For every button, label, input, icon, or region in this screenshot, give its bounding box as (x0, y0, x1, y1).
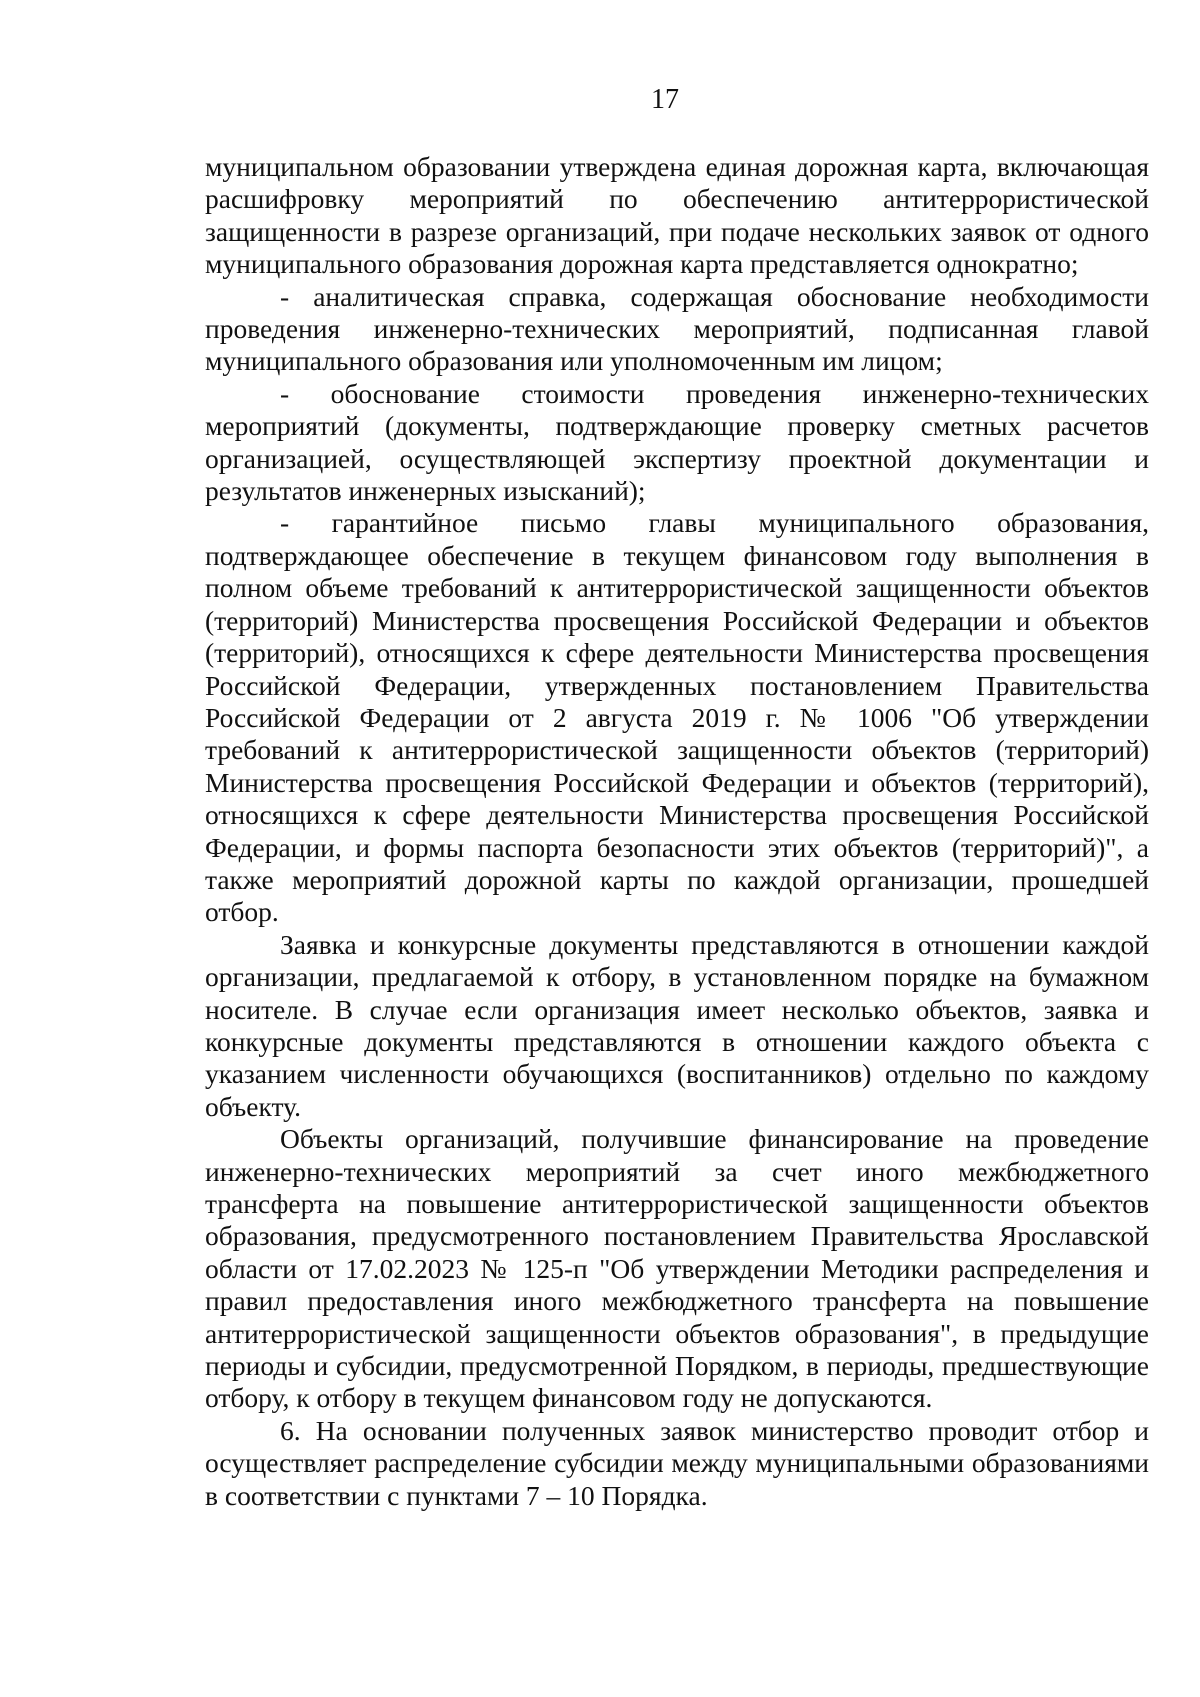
document-body (205, 151, 1149, 1512)
paragraph-guarantee-letter: - гарантийное письмо главы муниципального образования, подтверждающее обеспечение в текущем финансовом году выполнения в полном объеме требований к антитеррористической защищенности объектов (территорий) Министерства просвещения Российской Федерации и объектов (территорий), относящихся к сфере деятельности Министерства просвещения Российской Федерации, утвержденных постановлением Правительства Российской Федерации от 2 августа 2019 г. № 1006 "Об утверждении требований к антитеррористической защищенности объектов (территорий) Министерства просвещения Российской Федерации и объектов (территорий), относящихся к сфере деятельности Министерства просвещения Российской Федерации, и формы паспорта безопасности этих объектов (территорий)", а также мероприятий дорожной карты по каждой организации, прошедшей отбор. (205, 507, 1149, 928)
paragraph-analytical-note: - аналитическая справка, содержащая обоснование необходимости проведения инженерно-технических мероприятий, подписанная главой муниципального образования или уполномоченным им лицом; (205, 280, 1149, 377)
paragraph-item-6-selection: 6. На основании полученных заявок министерство проводит отбор и осуществляет распределение субсидии между муниципальными образованиями в соответствии с пунктами 7 – 10 Порядка. (205, 1414, 1149, 1511)
paragraph-roadmap-continuation: муниципальном образовании утверждена единая дорожная карта, включающая расшифровку мероприятий по обеспечению антитеррористической защищенности в разрезе организаций, при подаче нескольких заявок от одного муниципального образования дорожная карта представляется однократно; (205, 151, 1149, 280)
paragraph-cost-justification: - обоснование стоимости проведения инженерно-технических мероприятий (документы, подтверждающие проверку сметных расчетов организацией, осуществляющей экспертизу проектной документации и результатов инженерных изысканий); (205, 377, 1149, 507)
paragraph-application-documents: Заявка и конкурсные документы представляются в отношении каждой организации, предлагаемой к отбору, в установленном порядке на бумажном носителе. В случае если организация имеет несколько объектов, заявка и конкурсные документы представляются в отношении каждого объекта с указанием численности обучающихся (воспитанников) отдельно по каждому объекту. (205, 928, 1149, 1122)
paragraph-excluded-objects: Объекты организаций, получившие финансирование на проведение инженерно-технических мероприятий за счет иного межбюджетного трансферта на повышение антитеррористической защищенности объектов образования, предусмотренного постановлением Правительства Ярославской области от 17.02.2023 № 125-п "Об утверждении Методики распределения и правил предоставления иного межбюджетного трансферта на повышение антитеррористической защищенности объектов образования", в предыдущие периоды и субсидии, предусмотренной Порядком, в периоды, предшествующие отбору, к отбору в текущем финансовом году не допускаются. (205, 1123, 1149, 1414)
page-number: 17 (651, 84, 679, 115)
